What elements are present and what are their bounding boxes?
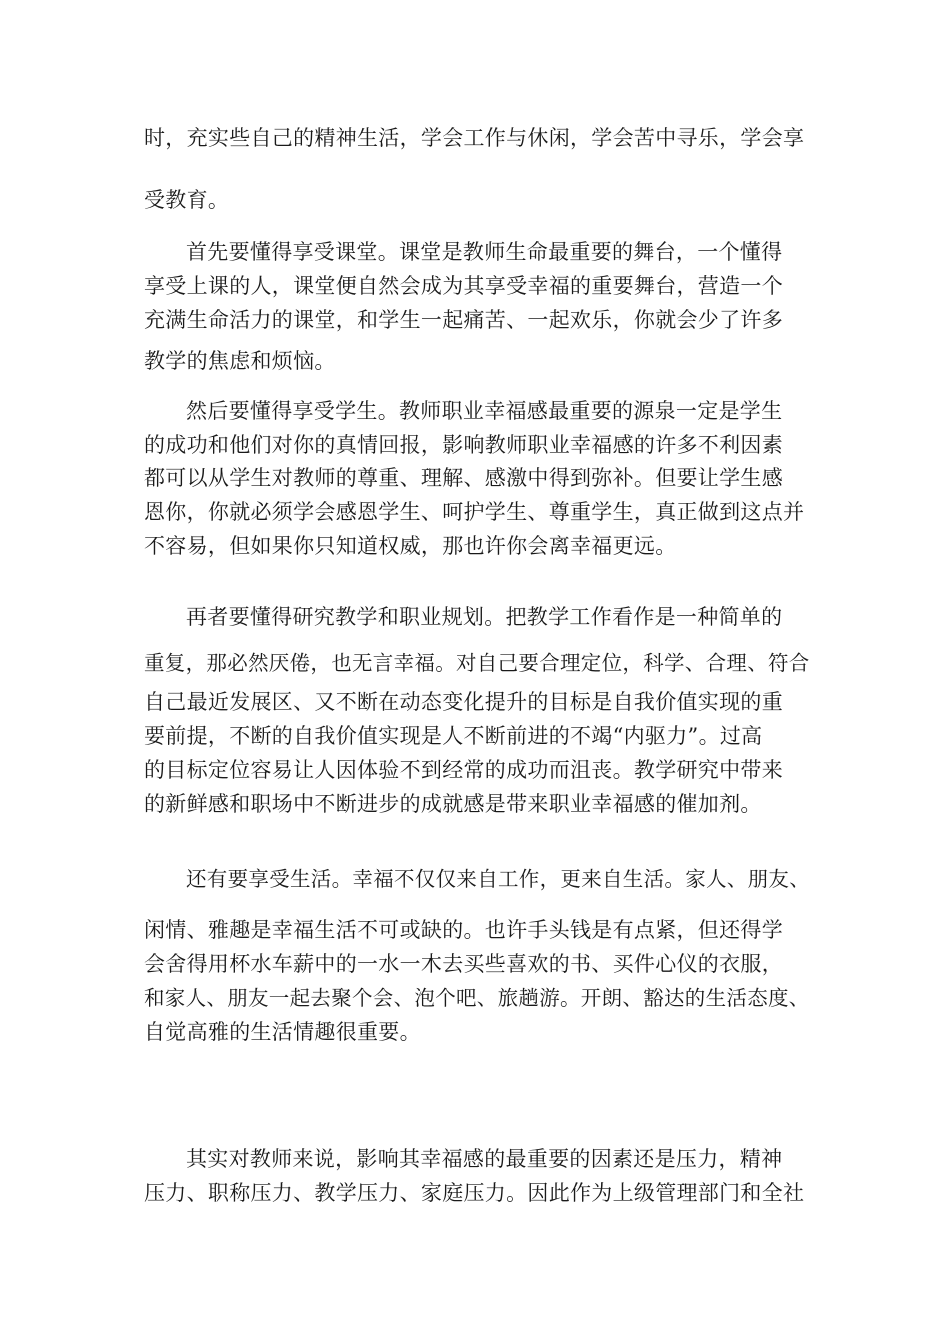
- text-line: 教学的焦虑和烦恼。: [144, 349, 336, 373]
- text-line: 不容易，但如果你只知道权威，那也许你会离幸福更远。: [144, 534, 677, 558]
- text-line: 都可以从学生对教师的尊重、理解、感激中得到弥补。但要让学生感: [144, 466, 783, 490]
- text-line: 时，充实些自己的精神生活，学会工作与休闲，学会苦中寻乐，学会享: [144, 126, 805, 150]
- text-line: 受教育。: [144, 188, 230, 212]
- text-line: 的成功和他们对你的真情回报，影响教师职业幸福感的许多不利因素: [144, 433, 783, 457]
- paragraph-first-line: 首先要懂得享受课堂。课堂是教师生命最重要的舞台，一个懂得: [186, 240, 783, 264]
- text-line: 恩你，你就必须学会感恩学生、呵护学生、尊重学生，真正做到这点并: [144, 500, 805, 524]
- text-line: 享受上课的人，课堂便自然会成为其享受幸福的重要舞台，营造一个: [144, 274, 783, 298]
- paragraph-first-line: 然后要懂得享受学生。教师职业幸福感最重要的源泉一定是学生: [186, 399, 783, 423]
- paragraph-first-line: 其实对教师来说，影响其幸福感的最重要的因素还是压力，精神: [186, 1147, 783, 1171]
- text-line: 压力、职称压力、教学压力、家庭压力。因此作为上级管理部门和全社: [144, 1181, 805, 1205]
- text-line: 充满生命活力的课堂，和学生一起痛苦、一起欢乐，你就会少了许多: [144, 308, 783, 332]
- text-line: 自觉高雅的生活情趣很重要。: [144, 1020, 421, 1044]
- text-line: 重复，那必然厌倦，也无言幸福。对自己要合理定位，科学、合理、符合: [144, 651, 810, 675]
- text-line: 闲情、雅趣是幸福生活不可或缺的。也许手头钱是有点紧，但还得学: [144, 918, 783, 942]
- text-line: 的目标定位容易让人因体验不到经常的成功而沮丧。教学研究中带来: [144, 758, 783, 782]
- paragraph-first-line: 再者要懂得研究教学和职业规划。把教学工作看作是一种简单的: [186, 605, 783, 629]
- paragraph-first-line: 还有要享受生活。幸福不仅仅来自工作，更来自生活。家人、朋友、: [186, 867, 810, 891]
- text-line: 的新鲜感和职场中不断进步的成就感是带来职业幸福感的催加剂。: [144, 792, 762, 816]
- text-line: 自己最近发展区、又不断在动态变化提升的目标是自我价值实现的重: [144, 690, 783, 714]
- text-line: 会舍得用杯水车薪中的一水一木去买些喜欢的书、买件心仪的衣服，: [144, 952, 783, 976]
- text-line: 要前提，不断的自我价值实现是人不断前进的不竭“内驱力”。过高: [144, 724, 763, 748]
- text-line: 和家人、朋友一起去聚个会、泡个吧、旅趟游。开朗、豁达的生活态度、: [144, 986, 810, 1010]
